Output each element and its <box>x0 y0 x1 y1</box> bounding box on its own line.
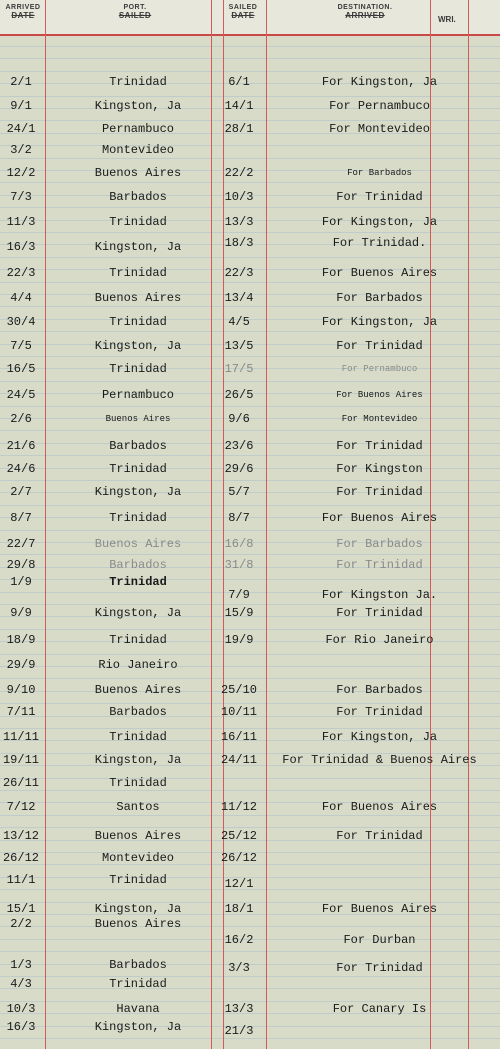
row-arrived-date: 9/1 <box>10 99 32 113</box>
row-port: Trinidad <box>109 873 167 887</box>
ruled-line <box>0 406 500 407</box>
row-destination: For Buenos Aires <box>321 266 438 280</box>
ruled-line <box>0 480 500 481</box>
row-arrived-date: 9/10 <box>6 683 36 697</box>
row-arrived-date: 15/1 <box>6 902 36 916</box>
row-arrived-date: 21/6 <box>6 439 36 453</box>
row-port: Trinidad <box>109 462 167 476</box>
row-arrived-date: 1/9 <box>10 575 32 589</box>
ruled-line <box>0 207 500 208</box>
row-destination: For Trinidad <box>336 190 423 204</box>
row-arrived-date: 29/9 <box>6 658 36 672</box>
row-arrived-date: 16/5 <box>6 362 36 376</box>
row-sailed-date: 7/9 <box>228 588 250 602</box>
row-sailed-date: 26/5 <box>224 388 254 402</box>
row-sailed-date: 23/6 <box>224 439 254 453</box>
row-sailed-date: 17/5 <box>224 362 254 376</box>
ruled-line <box>0 158 500 159</box>
row-port: Buenos Aires <box>94 291 182 305</box>
row-sailed-date: 31/8 <box>224 558 254 572</box>
row-sailed-date: 5/7 <box>228 485 250 499</box>
ruled-line <box>0 604 500 605</box>
row-sailed-date: 13/3 <box>224 215 254 229</box>
row-sailed-date: 21/3 <box>224 1024 254 1038</box>
row-arrived-date: 24/5 <box>6 388 36 402</box>
row-port: Trinidad <box>109 362 167 376</box>
row-arrived-date: 22/3 <box>6 266 36 280</box>
row-arrived-date: 7/12 <box>6 800 36 814</box>
row-arrived-date: 22/7 <box>6 537 36 551</box>
row-arrived-date: 11/3 <box>6 215 36 229</box>
row-port: Buenos Aires <box>94 166 182 180</box>
row-sailed-date: 16/11 <box>220 730 257 744</box>
row-sailed-date: 13/4 <box>224 291 254 305</box>
row-port: Trinidad <box>109 215 167 229</box>
row-port: Rio Janeiro <box>98 658 178 672</box>
row-arrived-date: 30/4 <box>6 315 36 329</box>
row-port: Kingston, Ja <box>94 606 182 620</box>
row-destination: For Durban <box>343 933 416 947</box>
ruled-line <box>0 505 500 506</box>
row-sailed-date: 24/11 <box>220 753 257 767</box>
row-destination: For Barbados <box>347 168 412 178</box>
header-arrived-top: ARRIVED <box>5 4 41 11</box>
row-arrived-date: 2/7 <box>10 485 32 499</box>
row-arrived-date: 11/1 <box>6 873 36 887</box>
ruled-line <box>0 46 500 47</box>
row-arrived-date: 16/3 <box>6 240 36 254</box>
row-destination: For Rio Janeiro <box>325 633 434 647</box>
row-destination: For Kingston, Ja <box>321 215 438 229</box>
ruled-line <box>0 58 500 59</box>
row-arrived-date: 2/2 <box>10 917 32 931</box>
header-sailed-top: SAILED <box>228 4 258 11</box>
row-port: Trinidad <box>109 266 167 280</box>
ruled-line <box>0 182 500 183</box>
row-port: Kingston, Ja <box>94 485 182 499</box>
row-arrived-date: 10/3 <box>6 1002 36 1016</box>
row-port: Buenos Aires <box>94 829 182 843</box>
row-sailed-date: 13/3 <box>224 1002 254 1016</box>
row-port: Barbados <box>109 705 167 719</box>
ruled-line <box>0 629 500 630</box>
row-destination: For Trinidad. <box>332 236 427 250</box>
row-port: Montevideo <box>101 143 174 157</box>
row-destination: For Kingston <box>336 462 423 476</box>
row-arrived-date: 18/9 <box>6 633 36 647</box>
header-rule <box>0 34 500 36</box>
row-destination: For Trinidad & Buenos Aires <box>282 753 477 767</box>
header-destination <box>315 4 415 20</box>
row-arrived-date: 7/11 <box>6 705 36 719</box>
row-destination: For Barbados <box>336 683 423 697</box>
row-destination: For Montevideo <box>341 414 418 424</box>
header-sailed-strike: DATE <box>231 11 255 20</box>
header-destination-top: DESTINATION. <box>337 4 393 11</box>
row-port: Kingston, Ja <box>94 99 182 113</box>
row-sailed-date: 22/3 <box>224 266 254 280</box>
header-port-strike: SAILED <box>118 11 152 20</box>
row-sailed-date: 6/1 <box>228 75 250 89</box>
row-port: Barbados <box>109 958 167 972</box>
row-destination: For Pernambuco <box>341 364 418 374</box>
row-destination: For Trinidad <box>336 705 423 719</box>
row-arrived-date: 7/3 <box>10 190 32 204</box>
row-destination: For Trinidad <box>336 485 423 499</box>
row-arrived-date: 3/2 <box>10 143 32 157</box>
ruled-line <box>0 455 500 456</box>
row-port: Kingston, Ja <box>94 339 182 353</box>
row-port: Trinidad <box>109 977 167 991</box>
header-port-top: PORT. <box>123 4 147 11</box>
row-sailed-date: 12/1 <box>224 877 254 891</box>
row-destination: For Trinidad <box>336 339 423 353</box>
row-destination: For Buenos Aires <box>321 902 438 916</box>
ruled-line <box>0 381 500 382</box>
header-arrived <box>2 4 44 20</box>
row-port: Trinidad <box>109 776 167 790</box>
row-port: Kingston, Ja <box>94 902 182 916</box>
row-sailed-date: 26/12 <box>220 851 257 865</box>
ruled-line <box>0 257 500 258</box>
ruled-line <box>0 790 500 791</box>
header-sailed <box>218 4 268 20</box>
row-sailed-date: 14/1 <box>224 99 254 113</box>
row-destination: For Montevideo <box>329 122 430 136</box>
row-port: Buenos Aires <box>105 414 171 424</box>
row-arrived-date: 24/1 <box>6 122 36 136</box>
row-arrived-date: 4/4 <box>10 291 32 305</box>
row-sailed-date: 19/9 <box>224 633 254 647</box>
row-sailed-date: 22/2 <box>224 166 254 180</box>
header-destination-strike: ARRIVED <box>345 11 385 20</box>
ruled-line <box>0 1038 500 1039</box>
row-sailed-date: 29/6 <box>224 462 254 476</box>
row-arrived-date: 26/12 <box>2 851 39 865</box>
header-arrived-strike: DATE <box>11 11 35 20</box>
row-port: Buenos Aires <box>94 537 182 551</box>
row-destination: For Kingston, Ja <box>321 730 438 744</box>
ruled-line <box>0 331 500 332</box>
column-rule <box>211 0 212 1049</box>
row-destination: For Trinidad <box>336 439 423 453</box>
row-destination: For Trinidad <box>336 606 423 620</box>
row-port: Pernambuco <box>101 122 174 136</box>
row-port: Barbados <box>109 558 167 572</box>
ruled-line <box>0 815 500 816</box>
row-arrived-date: 8/7 <box>10 511 32 525</box>
row-arrived-date: 9/9 <box>10 606 32 620</box>
row-port: Havana <box>116 1002 160 1016</box>
row-sailed-date: 25/12 <box>220 829 257 843</box>
ruled-line <box>0 728 500 729</box>
row-arrived-date: 29/8 <box>6 558 36 572</box>
row-port: Trinidad <box>109 633 167 647</box>
row-arrived-date: 12/2 <box>6 166 36 180</box>
column-rule <box>45 0 46 1049</box>
row-destination: For Pernambuco <box>329 99 430 113</box>
ruled-line <box>0 654 500 655</box>
row-arrived-date: 11/11 <box>2 730 39 744</box>
row-port: Trinidad <box>109 730 167 744</box>
header-port <box>90 4 180 20</box>
row-sailed-date: 25/10 <box>220 683 257 697</box>
ruled-line <box>0 356 500 357</box>
row-destination: For Kingston, Ja <box>321 315 438 329</box>
row-port: Santos <box>116 800 160 814</box>
ruled-line <box>0 678 500 679</box>
row-destination: For Trinidad <box>336 961 423 975</box>
row-sailed-date: 16/2 <box>224 933 254 947</box>
row-destination: For Kingston Ja. <box>321 588 438 602</box>
row-arrived-date: 16/3 <box>6 1020 36 1034</box>
row-sailed-date: 4/5 <box>228 315 250 329</box>
ruled-line <box>0 554 500 555</box>
row-sailed-date: 13/5 <box>224 339 254 353</box>
ruled-line <box>0 96 500 97</box>
row-sailed-date: 15/9 <box>224 606 254 620</box>
row-arrived-date: 13/12 <box>2 829 39 843</box>
row-port: Kingston, Ja <box>94 1020 182 1034</box>
header-wri: WRI. <box>438 15 456 24</box>
row-destination: For Barbados <box>336 291 423 305</box>
row-destination: For Trinidad <box>336 558 423 572</box>
row-port: Kingston, Ja <box>94 240 182 254</box>
row-sailed-date: 8/7 <box>228 511 250 525</box>
row-port: Trinidad <box>109 575 167 589</box>
row-arrived-date: 26/11 <box>2 776 39 790</box>
ruled-line <box>0 306 500 307</box>
row-port: Buenos Aires <box>94 917 182 931</box>
row-destination: For Barbados <box>336 537 423 551</box>
row-arrived-date: 1/3 <box>10 958 32 972</box>
row-destination: For Buenos Aires <box>321 800 438 814</box>
row-arrived-date: 4/3 <box>10 977 32 991</box>
row-port: Montevideo <box>101 851 174 865</box>
row-port: Buenos Aires <box>94 683 182 697</box>
row-arrived-date: 2/6 <box>10 412 32 426</box>
row-port: Kingston, Ja <box>94 753 182 767</box>
row-port: Trinidad <box>109 75 167 89</box>
ruled-line <box>0 530 500 531</box>
row-sailed-date: 11/12 <box>220 800 257 814</box>
row-arrived-date: 2/1 <box>10 75 32 89</box>
ruled-line <box>0 430 500 431</box>
row-sailed-date: 9/6 <box>228 412 250 426</box>
row-sailed-date: 10/11 <box>220 705 257 719</box>
row-destination: For Canary Is <box>332 1002 427 1016</box>
row-destination: For Buenos Aires <box>336 390 423 400</box>
row-arrived-date: 24/6 <box>6 462 36 476</box>
ruled-line <box>0 951 500 952</box>
row-arrived-date: 7/5 <box>10 339 32 353</box>
ruled-line <box>0 71 500 72</box>
row-port: Trinidad <box>109 511 167 525</box>
row-sailed-date: 18/3 <box>224 236 254 250</box>
row-destination: For Buenos Aires <box>321 511 438 525</box>
row-sailed-date: 3/3 <box>228 961 250 975</box>
row-sailed-date: 10/3 <box>224 190 254 204</box>
row-destination: For Trinidad <box>336 829 423 843</box>
row-sailed-date: 16/8 <box>224 537 254 551</box>
row-port: Trinidad <box>109 315 167 329</box>
row-sailed-date: 18/1 <box>224 902 254 916</box>
row-port: Pernambuco <box>101 388 174 402</box>
row-port: Barbados <box>109 190 167 204</box>
row-arrived-date: 19/11 <box>2 753 39 767</box>
row-port: Barbados <box>109 439 167 453</box>
ruled-line <box>0 232 500 233</box>
row-destination: For Kingston, Ja <box>321 75 438 89</box>
row-sailed-date: 28/1 <box>224 122 254 136</box>
ruled-line <box>0 282 500 283</box>
